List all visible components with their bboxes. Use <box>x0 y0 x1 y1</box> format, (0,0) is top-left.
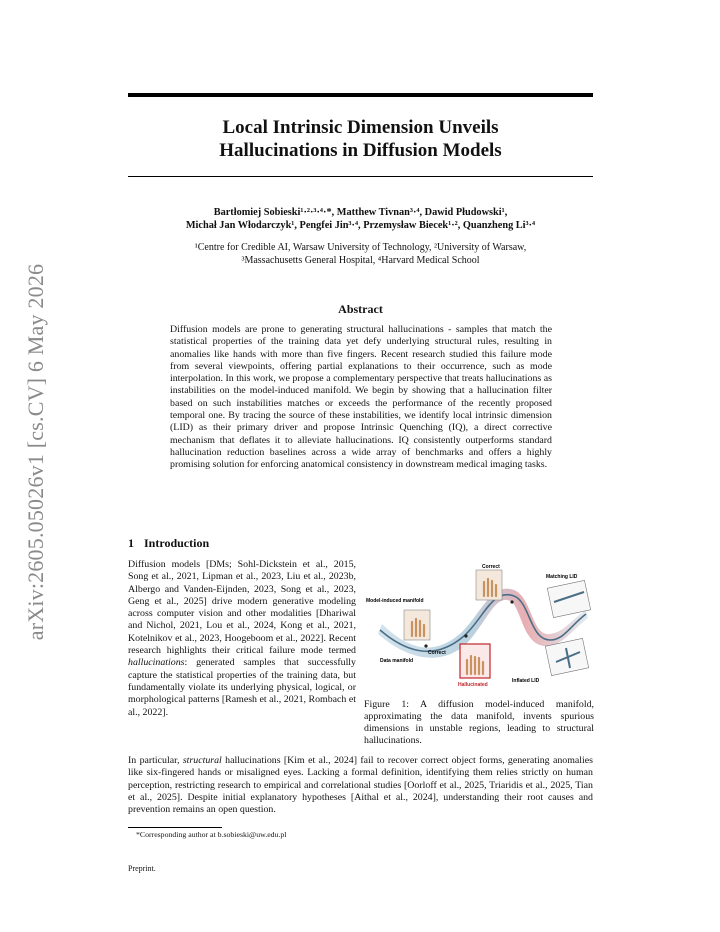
footnote-rule <box>128 827 222 828</box>
abstract-text: Diffusion models are prone to generating structural hallucinations - samples that match the statistical properties of the training data yet defy underlying structural rules, resulting in anomalies like hands with more than five fingers. Recent research studied this failure mode from several viewpoints, offering partial explanations to their occurrence, such as mode interpolation. In this work, we propose a complementary perspective that treats hallucinations as instabilities on the model-induced manifold. We begin by showing that a hallucination filter based on such instabilities matches or exceeds the performance of the recently proposed temporal one. By tracing the source of these instabilities, we identify local intrinsic dimension (LID) as their primary driver and propose Intrinsic Quenching (IQ), a direct corrective mechanism that deflates it to alleviate hallucinations. IQ consistently outperforms standard hallucination reduction baselines across a wide array of benchmarks and offers a highly promising solution for enforcing anatomical consistency in downstream medical imaging tasks. <box>170 324 552 471</box>
title-top-rule <box>128 93 593 97</box>
title-line-2: Hallucinations in Diffusion Models <box>219 140 502 161</box>
label-data-manifold: Data manifold <box>380 658 414 664</box>
title-bottom-rule <box>128 176 593 177</box>
label-correct-mid: Correct <box>428 650 446 656</box>
intro-p2-emphasis: structural <box>182 755 222 766</box>
footnote-corresponding-author: *Corresponding author at b.sobieski@uw.edu.pl <box>136 830 287 839</box>
section-heading-introduction <box>128 536 209 551</box>
arxiv-sidebar-stamp <box>14 262 58 642</box>
label-model-induced-manifold: Model-induced manifold <box>366 598 424 604</box>
label-inflated-lid: Inflated LID <box>512 678 540 684</box>
affiliations-line-1: ¹Centre for Credible AI, Warsaw University of Technology, ²University of Warsaw, <box>194 242 527 253</box>
label-matching-lid: Matching LID <box>546 574 578 580</box>
authors-line-1: Bartłomiej Sobieski¹·²·³·⁴·*, Matthew Tivnan³·⁴, Dawid Płudowski¹, <box>213 207 508 218</box>
authors-line-2: Michał Jan Włodarczyk¹, Pengfei Jin³·⁴, Przemysław Biecek¹·², Quanzheng Li³·⁴ <box>185 220 536 231</box>
arxiv-id: arXiv:2605.05026v1 [cs.CV] 6 May 2026 <box>23 263 48 641</box>
preprint-label: Preprint. <box>128 864 156 873</box>
figure-1-diagram <box>364 562 594 698</box>
intro-paragraph-2 <box>128 755 593 816</box>
intro-p2-part-b: hallucinations [Kim et al., 2024] fail to recover correct object forms, generating anomalies like six-fingered hands or misaligned eyes. Lacking a formal definition, identifying them relies strictly on human perception, restricting research to empirical and correlational studies [Oorloff et al., 2025, Triaridis et al., 2025, Tian et al., 2025]. Despite initial explanatory hypotheses [Aithal et al., 2024], understanding their root causes and prevention remains an open question. <box>128 755 593 816</box>
section-title: Introduction <box>144 536 210 550</box>
label-correct-top: Correct <box>482 564 500 570</box>
title-line-1: Local Intrinsic Dimension Unveils <box>222 117 499 138</box>
affiliations-line-2: ³Massachusetts General Hospital, ⁴Harvard Medical School <box>241 255 480 266</box>
author-list <box>128 206 593 232</box>
section-number: 1 <box>128 536 134 550</box>
figure-1-caption: Figure 1: A diffusion model-induced manifold, approximating the data manifold, invents spurious dimensions in unstable regions, leading to structural hallucinations. <box>364 699 594 746</box>
abstract-heading: Abstract <box>338 302 383 316</box>
paper-title <box>128 116 593 162</box>
label-hallucinated: Hallucinated <box>458 682 488 688</box>
intro-p1-part-a: Diffusion models [DMs; Sohl-Dickstein et al., 2015, Song et al., 2021, Lipman et al., 2023, Liu et al., 2023b, Albergo and Vanden-Eijnden, 2023, Song et al., 2023, Geng et al., 2025] drive modern generative modeling across computer vision and other modalities [Dhariwal and Nichol, 2021, Lou et al., 2024, Kong et al., 2021, Kotelnikov et al., 2023, Hoogeboom et al., 2022]. Recent research highlights their critical failure mode termed <box>128 559 356 657</box>
intro-p1-emphasis: hallucinations <box>128 657 185 669</box>
affiliations <box>128 241 593 267</box>
intro-paragraph-1 <box>128 559 356 719</box>
intro-p1-part-b: : generated samples that successfully capture the statistical properties of the training data, but fundamentally violate its underlying physical, logical, or morphological patterns [Ramesh et al., 2021, Rombach et al., 2022]. <box>128 657 356 718</box>
intro-p2-part-a: In particular, <box>128 755 183 766</box>
